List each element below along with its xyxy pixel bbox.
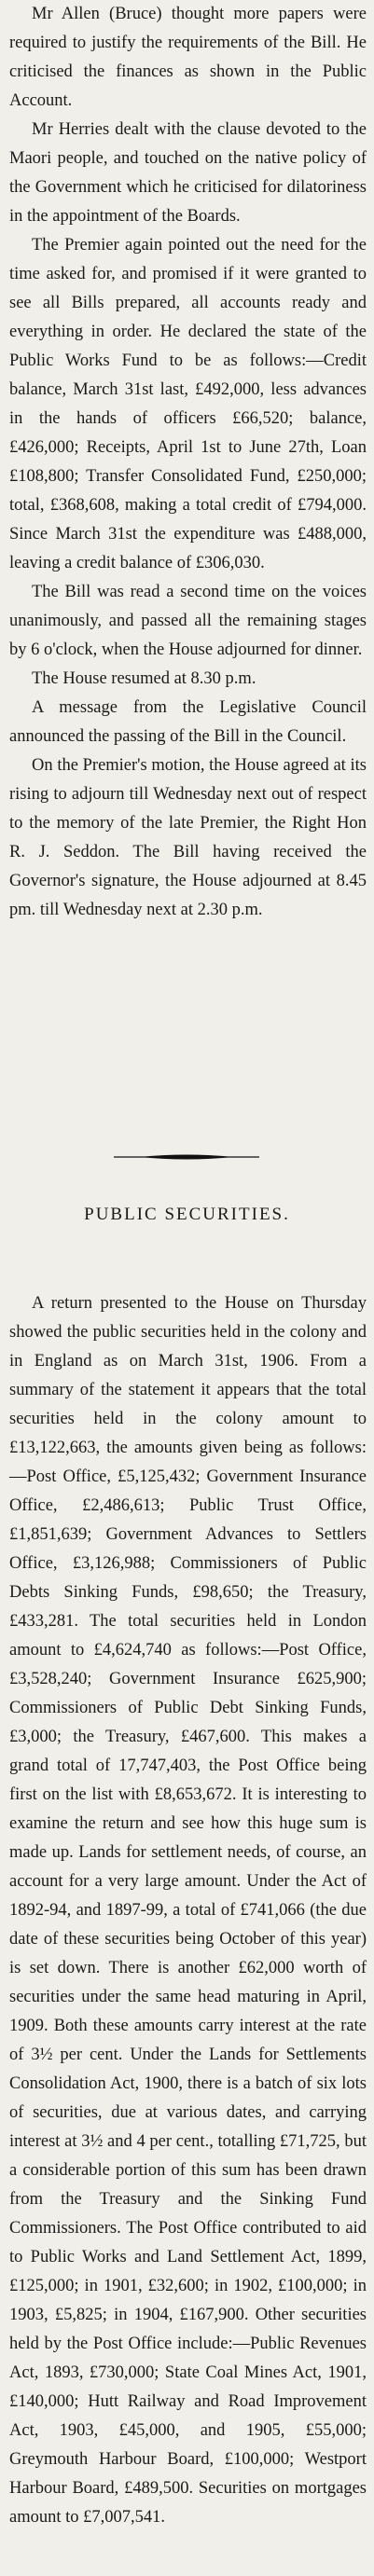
paragraph: The Bill was read a second time on the voices unanimously, and passed all the remaining stages by 6 o'clock, when the House adjourned for dinner. bbox=[9, 583, 367, 659]
public-securities-article bbox=[9, 1289, 367, 2532]
parliament-report bbox=[9, 0, 367, 925]
paragraph: The House resumed at 8.30 p.m. bbox=[32, 669, 256, 688]
paragraph: The Premier again pointed out the need for the time asked for, and promised if it were granted to see all Bills prepared, all accounts ready and everything in order. He declared the state of the Public Works Fund to be as follows:—Credit balance, March 31st last, £492,000, less advances in the hands of officers £66,520; balance, £426,000; Receipts, April 1st to June 27th, Loan £108,800; Transfer Consolidated Fund, £250,000; total, £368,608, making a total credit of £794,000. Since March 31st the expenditure was £488,000, leaving a credit balance of £306,030. bbox=[9, 236, 367, 572]
paragraph: Mr Allen (Bruce) thought more papers were required to justify the requirements of the Bill. He criticised the finances as shown in the Public Account. bbox=[9, 5, 367, 110]
section-divider bbox=[0, 1150, 374, 1164]
paragraph: Mr Herries dealt with the clause devoted to the Maori people, and touched on the native policy of the Government which he criticised for dilatoriness in the appointment of the Boards. bbox=[9, 120, 367, 226]
paragraph: On the Premier's motion, the House agreed at its rising to adjourn till Wednesday next out of respect to the memory of the late Premier, the Right Hon R. J. Seddon. The Bill having received the Governor's signature, the House adjourned at 8.45 pm. till Wednesday next at 2.30 p.m. bbox=[9, 756, 367, 919]
section-heading: PUBLIC SECURITIES. bbox=[84, 1205, 290, 1224]
paragraph: A return presented to the House on Thursday showed the public securities held in the colony and in England as on March 31st, 1906. From a summary of the statement it appears that the total securities held in the colony amount to £13,122,663, the amounts given being as follows:—Post Office, £5,125,432; Government Insurance Office, £2,486,613; Public Trust Office, £1,851,639; Government Advances to Settlers Office, £3,126,988; Commissioners of Public Debts Sinking Funds, £98,650; the Treasury, £433,281. The total securities held in London amount to £4,624,740 as follows:—Post Office, £3,528,240; Government Insurance £625,900; Commissioners of Public Debt Sinking Funds, £3,000; the Treasury, £467,600. This makes a grand total of 17,747,403, the Post Office being first on the list with £8,653,672. It is interesting to examine the return and see how this huge sum is made up. Lands for settlement needs, of course, an account for a very large amount. Under the Act of 1892-94, and 1897-99, a total of £741,066 (the due date of these securities being October of this year) is set down. There is another £62,000 worth of securities under the same head maturing in April, 1909. Both these amounts carry interest at the rate of 3½ per cent. Under the Lands for Settlements Consolidation Act, 1900, there is a batch of six lots of securities, due at various dates, and carrying interest at 3½ and 4 per cent., totalling £71,725, but a considerable portion of this sum has been drawn from the Treasury and the Sinking Fund Commissioners. The Post Office contributed to aid to Public Works and Land Settlement Act, 1899, £125,000; in 1901, £32,600; in 1902, £100,000; in 1903, £5,825; in 1904, £167,900. Other securities held by the Post Office include:—Public Revenues Act, 1893, £730,000; State Coal Mines Act, 1901, £140,000; Hutt Railway and Road Improvement Act, 1903, £45,000, and 1905, £55,000; Greymouth Harbour Board, £100,000; Westport Harbour Board, £489,500. Securities on mortgages amount to £7,007,541. bbox=[9, 1294, 367, 2527]
paragraph: A message from the Legislative Council announced the passing of the Bill in the Council. bbox=[9, 698, 367, 746]
